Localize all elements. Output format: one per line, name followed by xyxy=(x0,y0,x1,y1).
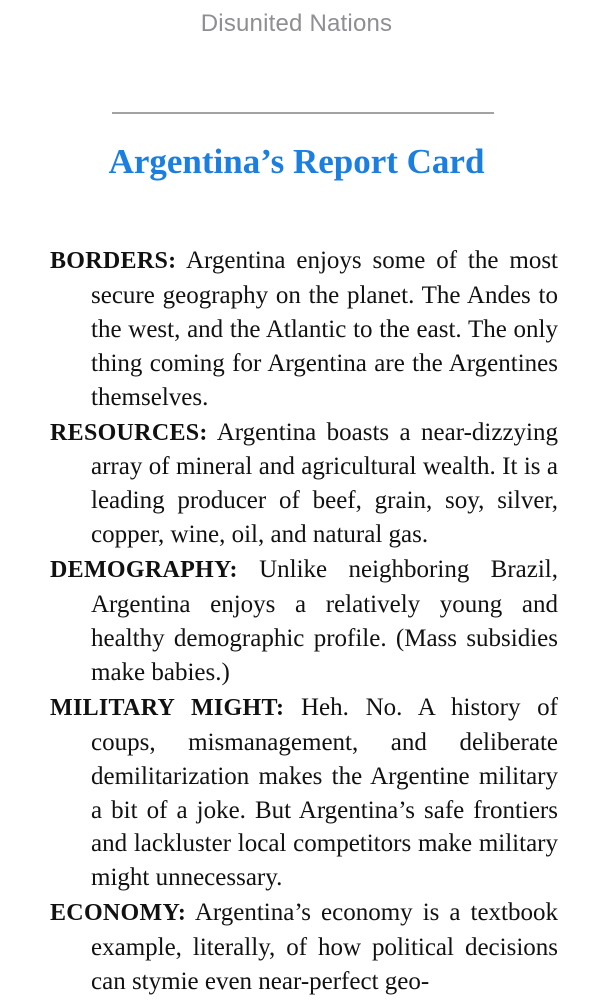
entry-term: RESOURCES: xyxy=(50,419,208,446)
entry-term: DEMOGRAPHY: xyxy=(50,557,238,584)
book-title: Disunited Nations xyxy=(200,10,393,37)
entry-economy xyxy=(50,896,558,999)
entry-term: ECONOMY: xyxy=(50,900,187,927)
chapter-title: Argentina’s Report Card xyxy=(108,142,485,181)
entry-text: Heh. No. A history of coups, mismanagement, and deliberate demilitarization makes the Argentine military a bit of a joke. But Argentina’s safe frontiers and lackluster local competitors make military might unnecessary. xyxy=(91,693,559,892)
entry-borders xyxy=(50,244,558,415)
entry-term: BORDERS: xyxy=(50,248,177,274)
entry-resources xyxy=(50,416,558,553)
entry-demography xyxy=(50,553,558,690)
entry-text: Argentina enjoys some of the most secure geography on the planet. The Andes to the west, and the Atlantic to the east. The only thing coming for Argentina are the Argentines themselves. xyxy=(91,247,558,411)
entry-text: Unlike neighboring Brazil, Argentina enjoys a relatively young and healthy demographic profile. (Mass subsidies make babies.) xyxy=(91,556,558,686)
entry-military-might xyxy=(50,691,558,895)
report-card-entries xyxy=(50,244,558,1000)
entry-term: MILITARY MIGHT: xyxy=(50,694,285,721)
header-divider xyxy=(112,112,494,114)
entry-text: Argentina’s economy is a textbook example, literally, of how political decisions can stymie even near-perfect geo- xyxy=(91,899,558,996)
entry-text: Argentina boasts a near-dizzying array of mineral and agricultural wealth. It is a leading producer of beef, grain, soy, silver, copper, wine, oil, and natural gas. xyxy=(91,418,558,549)
